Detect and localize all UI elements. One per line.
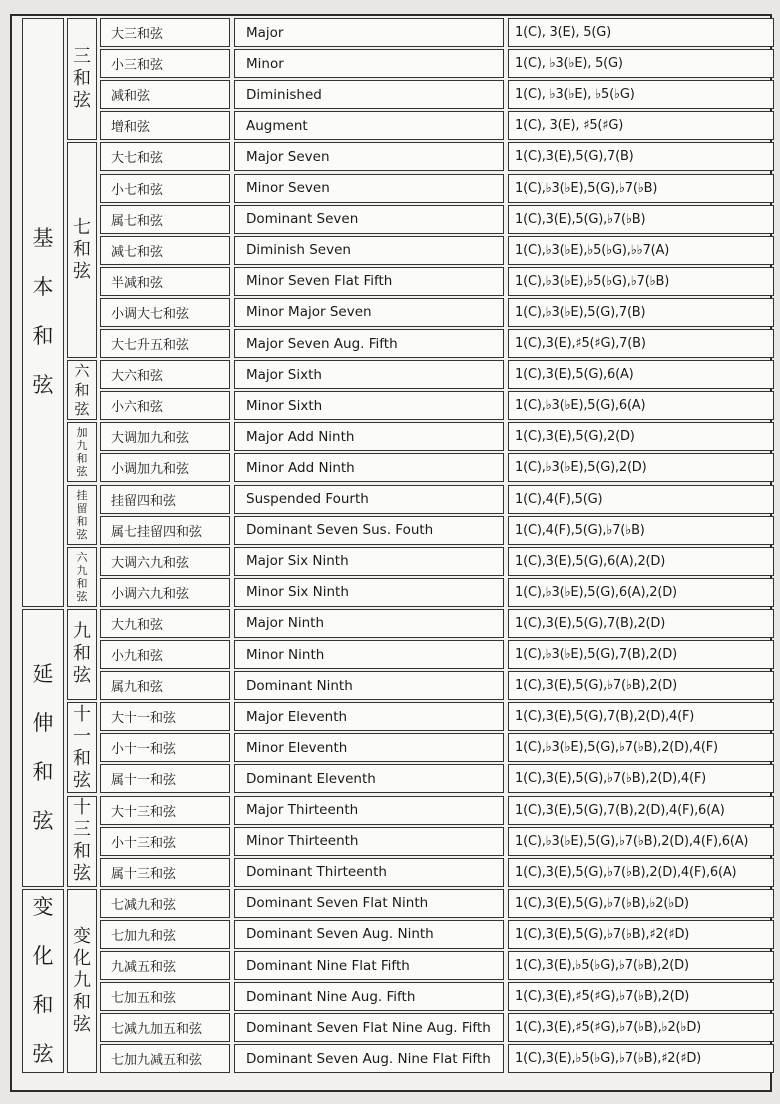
category-label: 延 伸 和 弦	[22, 609, 64, 887]
table-row	[100, 796, 774, 825]
notes-cell: 1(C),♭3(♭E),♭5(♭G),♭7(♭B)	[508, 267, 774, 296]
notes-cell: 1(C),♭3(♭E),5(G),♭7(♭B),2(D),4(F)	[508, 733, 774, 762]
english-name-cell: Minor Seven Flat Fifth	[234, 267, 504, 296]
chinese-name-cell: 大七和弦	[100, 142, 230, 171]
table-row	[100, 827, 774, 856]
subgroup-label: 九 和 弦	[67, 609, 97, 700]
english-name-cell: Major Thirteenth	[234, 796, 504, 825]
notes-cell: 1(C),♭3(♭E),5(G),6(A),2(D)	[508, 578, 774, 607]
chinese-name-cell: 小七和弦	[100, 174, 230, 203]
subgroup-label: 十 三 和 弦	[67, 796, 97, 887]
chinese-name-cell: 减七和弦	[100, 236, 230, 265]
table-row	[100, 858, 774, 887]
notes-cell: 1(C),3(E),5(G),7(B),2(D),4(F),6(A)	[508, 796, 774, 825]
table-row	[100, 18, 774, 47]
subgroup-label: 三 和 弦	[67, 18, 97, 140]
chinese-name-cell: 小十三和弦	[100, 827, 230, 856]
english-name-cell: Dominant Ninth	[234, 671, 504, 700]
notes-cell: 1(C), 3(E), 5(G)	[508, 18, 774, 47]
notes-cell: 1(C),4(F),5(G),♭7(♭B)	[508, 516, 774, 545]
table-row	[100, 485, 774, 514]
table-row	[100, 516, 774, 545]
table-row	[100, 236, 774, 265]
english-name-cell: Suspended Fourth	[234, 485, 504, 514]
notes-cell: 1(C),3(E),5(G),7(B)	[508, 142, 774, 171]
english-name-cell: Dominant Seven	[234, 205, 504, 234]
chinese-name-cell: 大六和弦	[100, 360, 230, 389]
english-name-cell: Dominant Seven Aug. Nine Flat Fifth	[234, 1044, 504, 1073]
notes-cell: 1(C), ♭3(♭E), ♭5(♭G)	[508, 80, 774, 109]
notes-cell: 1(C),♭3(♭E),5(G),7(B)	[508, 298, 774, 327]
chinese-name-cell: 属七和弦	[100, 205, 230, 234]
chinese-name-cell: 大十三和弦	[100, 796, 230, 825]
chord-table	[10, 14, 772, 1092]
table-row	[100, 951, 774, 980]
english-name-cell: Minor Eleventh	[234, 733, 504, 762]
chinese-name-cell: 大十一和弦	[100, 702, 230, 731]
table-row	[100, 80, 774, 109]
english-name-cell: Major	[234, 18, 504, 47]
english-name-cell: Dominant Seven Sus. Fouth	[234, 516, 504, 545]
english-name-cell: Major Eleventh	[234, 702, 504, 731]
chinese-name-cell: 大三和弦	[100, 18, 230, 47]
english-name-cell: Major Add Ninth	[234, 422, 504, 451]
chinese-name-cell: 大调加九和弦	[100, 422, 230, 451]
notes-cell: 1(C),3(E),5(G),♭7(♭B),2(D),4(F),6(A)	[508, 858, 774, 887]
english-name-cell: Diminished	[234, 80, 504, 109]
table-row	[100, 267, 774, 296]
notes-cell: 1(C),3(E),♭5(♭G),♭7(♭B),♯2(♯D)	[508, 1044, 774, 1073]
table-row	[100, 1044, 774, 1073]
notes-cell: 1(C),♭3(♭E),5(G),♭7(♭B)	[508, 174, 774, 203]
english-name-cell: Dominant Nine Aug. Fifth	[234, 982, 504, 1011]
subgroup-label: 变 化 九 和 弦	[67, 889, 97, 1074]
chinese-name-cell: 属十三和弦	[100, 858, 230, 887]
chinese-name-cell: 七加五和弦	[100, 982, 230, 1011]
english-name-cell: Dominant Seven Flat Ninth	[234, 889, 504, 918]
table-row	[100, 329, 774, 358]
notes-cell: 1(C),3(E),5(G),6(A)	[508, 360, 774, 389]
chinese-name-cell: 七加九减五和弦	[100, 1044, 230, 1073]
notes-cell: 1(C),3(E),5(G),♭7(♭B),2(D),4(F)	[508, 764, 774, 793]
chinese-name-cell: 小调六九和弦	[100, 578, 230, 607]
table-row	[100, 671, 774, 700]
chinese-name-cell: 七加九和弦	[100, 920, 230, 949]
table-row	[100, 391, 774, 420]
notes-cell: 1(C), ♭3(♭E), 5(G)	[508, 49, 774, 78]
notes-cell: 1(C),3(E),5(G),6(A),2(D)	[508, 547, 774, 576]
english-name-cell: Dominant Seven Aug. Ninth	[234, 920, 504, 949]
notes-cell: 1(C),3(E),5(G),♭7(♭B)	[508, 205, 774, 234]
table-row	[100, 111, 774, 140]
english-name-cell: Minor Six Ninth	[234, 578, 504, 607]
chinese-name-cell: 小九和弦	[100, 640, 230, 669]
chinese-name-cell: 大七升五和弦	[100, 329, 230, 358]
subgroup-label: 挂 留 和 弦	[67, 485, 97, 545]
table-row	[100, 640, 774, 669]
english-name-cell: Minor Major Seven	[234, 298, 504, 327]
table-row	[100, 142, 774, 171]
table-row	[100, 578, 774, 607]
chinese-name-cell: 属七挂留四和弦	[100, 516, 230, 545]
table-row	[100, 298, 774, 327]
subgroup-label: 七 和 弦	[67, 142, 97, 358]
english-name-cell: Minor Thirteenth	[234, 827, 504, 856]
english-name-cell: Minor Sixth	[234, 391, 504, 420]
chinese-name-cell: 小十一和弦	[100, 733, 230, 762]
chinese-name-cell: 小六和弦	[100, 391, 230, 420]
chinese-name-cell: 九减五和弦	[100, 951, 230, 980]
english-name-cell: Major Seven	[234, 142, 504, 171]
notes-cell: 1(C),♭3(♭E),5(G),♭7(♭B),2(D),4(F),6(A)	[508, 827, 774, 856]
category-label: 基 本 和 弦	[22, 18, 64, 607]
notes-cell: 1(C), 3(E), ♯5(♯G)	[508, 111, 774, 140]
chinese-name-cell: 小三和弦	[100, 49, 230, 78]
subgroup-label: 六 九 和 弦	[67, 547, 97, 607]
table-row	[100, 764, 774, 793]
notes-cell: 1(C),3(E),5(G),♭7(♭B),♭2(♭D)	[508, 889, 774, 918]
table-row	[100, 889, 774, 918]
english-name-cell: Major Seven Aug. Fifth	[234, 329, 504, 358]
chinese-name-cell: 大九和弦	[100, 609, 230, 638]
notes-cell: 1(C),3(E),5(G),7(B),2(D)	[508, 609, 774, 638]
notes-cell: 1(C),3(E),5(G),7(B),2(D),4(F)	[508, 702, 774, 731]
subgroup-label: 加 九 和 弦	[67, 422, 97, 482]
english-name-cell: Minor	[234, 49, 504, 78]
english-name-cell: Major Ninth	[234, 609, 504, 638]
chinese-name-cell: 七减九加五和弦	[100, 1013, 230, 1042]
chinese-name-cell: 属九和弦	[100, 671, 230, 700]
chinese-name-cell: 挂留四和弦	[100, 485, 230, 514]
notes-cell: 1(C),3(E),5(G),♭7(♭B),2(D)	[508, 671, 774, 700]
table-row	[100, 702, 774, 731]
table-row	[100, 422, 774, 451]
notes-cell: 1(C),♭3(♭E),5(G),6(A)	[508, 391, 774, 420]
table-row	[100, 453, 774, 482]
notes-cell: 1(C),3(E),♭5(♭G),♭7(♭B),2(D)	[508, 951, 774, 980]
chinese-name-cell: 小调大七和弦	[100, 298, 230, 327]
english-name-cell: Major Sixth	[234, 360, 504, 389]
chinese-name-cell: 增和弦	[100, 111, 230, 140]
english-name-cell: Major Six Ninth	[234, 547, 504, 576]
subgroup-label: 十 一 和 弦	[67, 702, 97, 793]
table-row	[100, 205, 774, 234]
notes-cell: 1(C),3(E),5(G),♭7(♭B),♯2(♯D)	[508, 920, 774, 949]
english-name-cell: Dominant Seven Flat Nine Aug. Fifth	[234, 1013, 504, 1042]
table-row	[100, 360, 774, 389]
english-name-cell: Diminish Seven	[234, 236, 504, 265]
english-name-cell: Dominant Thirteenth	[234, 858, 504, 887]
table-row	[100, 547, 774, 576]
notes-cell: 1(C),3(E),♯5(♯G),♭7(♭B),2(D)	[508, 982, 774, 1011]
table-row	[100, 1013, 774, 1042]
table-row	[100, 982, 774, 1011]
english-name-cell: Minor Ninth	[234, 640, 504, 669]
notes-cell: 1(C),3(E),♯5(♯G),♭7(♭B),♭2(♭D)	[508, 1013, 774, 1042]
chinese-name-cell: 属十一和弦	[100, 764, 230, 793]
table-row	[100, 920, 774, 949]
notes-cell: 1(C),♭3(♭E),♭5(♭G),♭♭7(A)	[508, 236, 774, 265]
table-row	[100, 733, 774, 762]
english-name-cell: Minor Add Ninth	[234, 453, 504, 482]
english-name-cell: Dominant Eleventh	[234, 764, 504, 793]
chinese-name-cell: 七减九和弦	[100, 889, 230, 918]
notes-cell: 1(C),♭3(♭E),5(G),2(D)	[508, 453, 774, 482]
english-name-cell: Dominant Nine Flat Fifth	[234, 951, 504, 980]
chinese-name-cell: 小调加九和弦	[100, 453, 230, 482]
table-row	[100, 49, 774, 78]
notes-cell: 1(C),4(F),5(G)	[508, 485, 774, 514]
table-row	[100, 609, 774, 638]
table-row	[100, 174, 774, 203]
notes-cell: 1(C),3(E),5(G),2(D)	[508, 422, 774, 451]
category-label: 变 化 和 弦	[22, 889, 64, 1074]
subgroup-label: 六 和 弦	[67, 360, 97, 420]
chinese-name-cell: 半减和弦	[100, 267, 230, 296]
notes-cell: 1(C),3(E),♯5(♯G),7(B)	[508, 329, 774, 358]
chinese-name-cell: 大调六九和弦	[100, 547, 230, 576]
english-name-cell: Augment	[234, 111, 504, 140]
english-name-cell: Minor Seven	[234, 174, 504, 203]
chinese-name-cell: 减和弦	[100, 80, 230, 109]
notes-cell: 1(C),♭3(♭E),5(G),7(B),2(D)	[508, 640, 774, 669]
